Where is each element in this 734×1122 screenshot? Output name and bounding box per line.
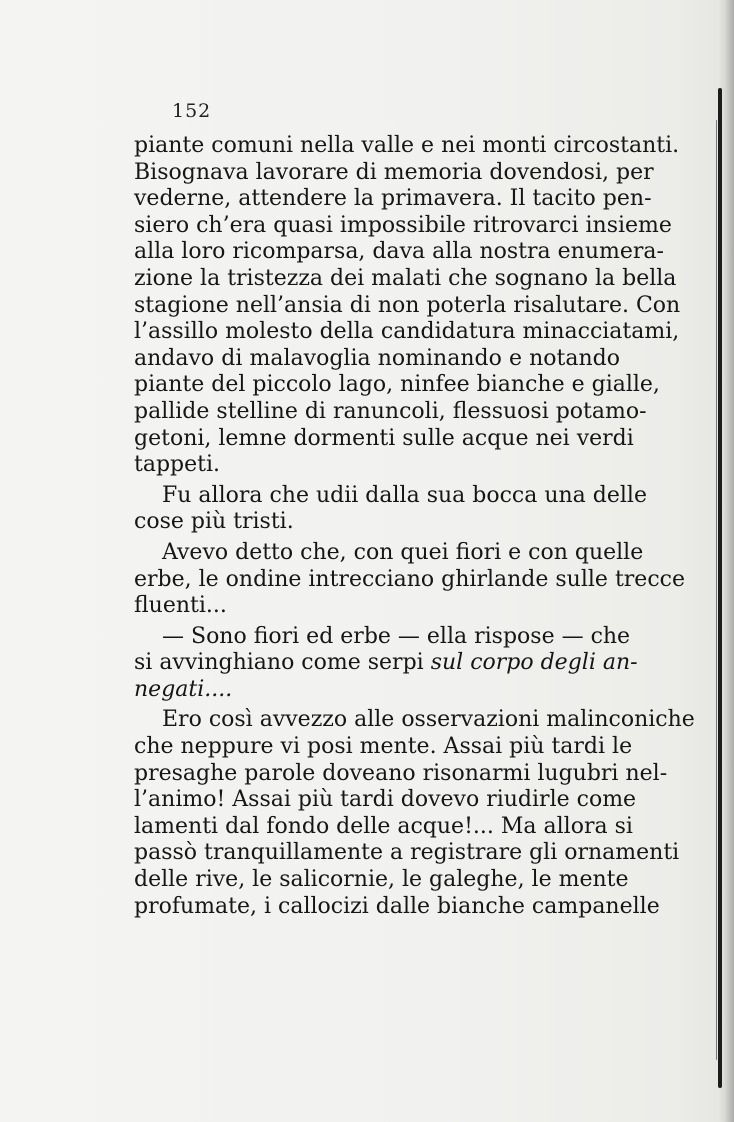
text-line: alla loro ricomparsa, dava alla nostra enumera- — [134, 239, 664, 265]
text-line-mixed — [134, 650, 638, 677]
text-line: lamenti dal fondo delle acque!... Ma allora si — [134, 813, 633, 839]
text-line: cose più tristi. — [134, 509, 294, 535]
text-line: — Sono fiori ed erbe — ella rispose — che — [162, 623, 631, 649]
page-number: 152 — [172, 100, 212, 122]
text-segment: si avvinghiano come serpi — [134, 650, 424, 676]
text-line: stagione nell’ansia di non poterla risalutare. Con — [134, 292, 681, 318]
body-text — [134, 133, 695, 920]
text-line: delle rive, le salicornie, le galeghe, le mente — [134, 867, 629, 893]
text-line: andavo di malavoglia nominando e notando — [134, 345, 620, 371]
text-line: getoni, lemne dormenti sulle acque nei verdi — [134, 425, 634, 451]
text-line: Avevo detto che, con quei fiori e con quelle — [162, 539, 644, 565]
text-line: negati.... — [134, 676, 233, 702]
text-line: profumate, i callocizi dalle bianche campanelle — [134, 893, 660, 919]
text-line: l’assillo molesto della candidatura minacciatami, — [134, 319, 680, 345]
text-line: pallide stelline di ranuncoli, flessuosi potamo- — [134, 398, 647, 424]
text-line: passò tranquillamente a registrare gli ornamenti — [134, 840, 680, 866]
page-binding-edge — [718, 88, 722, 1088]
text-line: tappeti. — [134, 452, 221, 478]
text-line: Fu allora che udii dalla sua bocca una delle — [162, 482, 647, 508]
italic-segment: sul corpo degli an- — [430, 650, 638, 676]
text-line: zione la tristezza dei malati che sognano la bella — [134, 265, 677, 291]
text-line: Ero così avvezzo alle osservazioni malinconiche — [162, 707, 695, 733]
text-line: l’animo! Assai più tardi dovevo riudirle come — [134, 787, 637, 813]
text-line: erbe, le ondine intrecciano ghirlande sulle trecce — [134, 566, 685, 592]
page-edge-rule — [716, 120, 717, 1060]
text-line: Bisognava lavorare di memoria dovendosi, per — [134, 159, 654, 185]
text-line: che neppure vi posi mente. Assai più tardi le — [134, 734, 633, 760]
text-line: fluenti... — [134, 593, 227, 619]
text-line: vederne, attendere la primavera. Il tacito pen- — [134, 186, 652, 212]
text-line: piante del piccolo lago, ninfee bianche e gialle, — [134, 372, 660, 398]
text-line: piante comuni nella valle e nei monti circostanti. — [134, 133, 680, 158]
text-line: siero ch’era quasi impossibile ritrovarci insieme — [134, 212, 672, 238]
text-line: presaghe parole doveano risonarmi lugubri nel- — [134, 760, 668, 786]
